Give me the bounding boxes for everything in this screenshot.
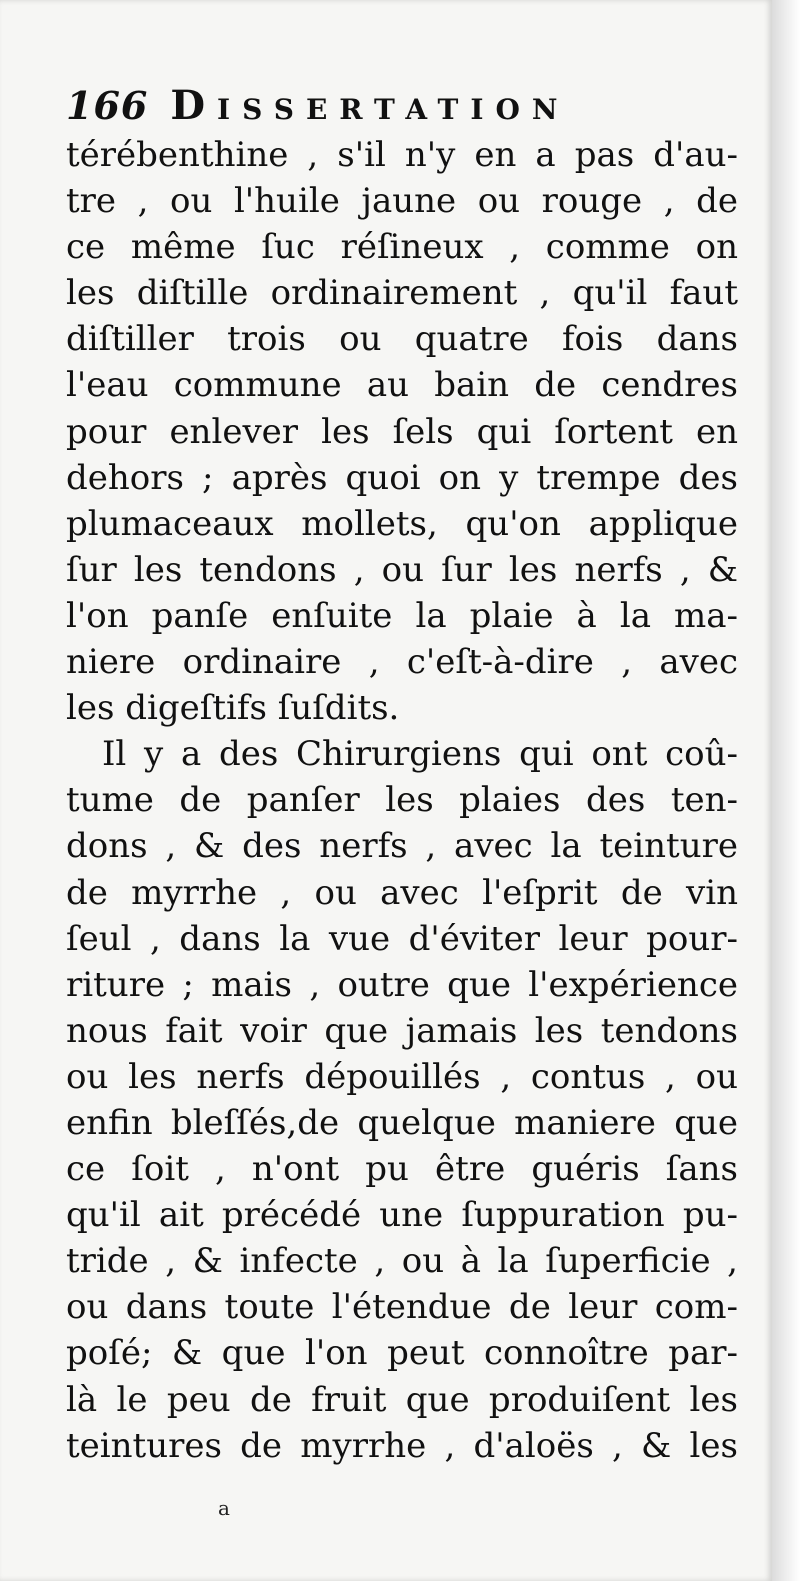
text-line: ou les nerfs dépouillés , contus , ou	[66, 1056, 738, 1097]
text-line: les diſtille ordinairement , qu'il faut	[66, 273, 738, 314]
running-title: Dissertation	[170, 82, 570, 129]
text-line: l'eau commune au bain de cendres	[66, 365, 738, 406]
text-line: riture ; mais , outre que l'expérience	[66, 964, 738, 1005]
page-edge-shadow	[772, 0, 800, 1581]
text-line: ſur les tendons , ou ſur les nerfs , &	[66, 549, 738, 590]
paragraph-1	[66, 132, 738, 731]
text-line: ſeul , dans la vue d'éviter leur pour-	[66, 918, 738, 959]
text-line: térébenthine , s'il n'y en a pas d'au-	[66, 135, 738, 175]
text-line: Il y a des Chirurgiens qui ont coû-	[102, 734, 738, 775]
text-line: diſtiller trois ou quatre fois dans	[66, 319, 738, 360]
text-line: teintures de myrrhe , d'aloës , & les	[66, 1425, 738, 1466]
text-line: dehors ; après quoi on y trempe des	[66, 457, 738, 498]
signature-mark: a	[218, 1496, 230, 1520]
text-line: qu'il ait précédé une ſuppuration pu-	[66, 1195, 738, 1236]
text-line: de myrrhe , ou avec l'eſprit de vin	[66, 872, 738, 913]
text-line: l'on panſe enſuite la plaie à la ma-	[66, 595, 738, 636]
text-line: tre , ou l'huile jaune ou rouge , de	[66, 181, 738, 222]
running-header	[66, 82, 726, 138]
text-line: là le peu de fruit que produiſent les	[66, 1379, 738, 1420]
text-line: ce même ſuc réſineux , comme on	[66, 227, 738, 268]
text-line: tride , & infecte , ou à la ſuperficie ,	[66, 1241, 738, 1282]
body-text	[66, 132, 738, 1469]
paragraph-2	[66, 731, 738, 1469]
text-line: nous fait voir que jamais les tendons	[66, 1010, 738, 1051]
text-line: ou dans toute l'étendue de leur com-	[66, 1287, 738, 1328]
text-line: les digeſtifs ſuſdits.	[66, 688, 400, 729]
text-line: dons , & des nerfs , avec la teinture	[66, 826, 738, 867]
page-number: 166	[66, 83, 149, 128]
text-line: tume de panſer les plaies des ten-	[66, 780, 738, 821]
text-line: pour enlever les ſels qui ſortent en	[66, 411, 738, 452]
text-line: ce ſoit , n'ont pu être guéris ſans	[66, 1149, 738, 1190]
text-line: enfin bleſſés,de quelque maniere que	[66, 1102, 738, 1143]
text-line: poſé; & que l'on peut connoître par-	[66, 1333, 738, 1374]
text-line: plumaceaux mollets, qu'on applique	[66, 503, 738, 544]
text-line: niere ordinaire , c'eſt-à-dire , avec	[66, 642, 738, 683]
